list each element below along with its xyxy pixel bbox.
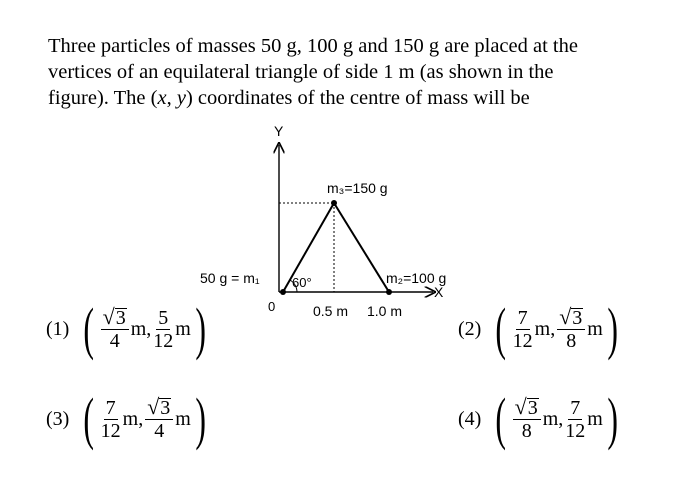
option-2-x-num: 7 — [517, 306, 528, 329]
sqrt-icon: √ — [102, 303, 115, 329]
option-3[interactable] — [46, 386, 210, 451]
option-4-x-num: 3 — [527, 396, 538, 419]
option-3-y-num: 3 — [160, 396, 171, 419]
option-1-y-unit: m — [175, 317, 191, 340]
option-4-y-den: 12 — [565, 419, 586, 442]
tick-one-label: 1.0 m — [367, 303, 403, 319]
option-4-x-den: 8 — [521, 419, 532, 442]
origin-label: 0 — [268, 299, 276, 314]
option-2-x-den: 12 — [512, 329, 533, 352]
option-2-x-fraction — [513, 307, 533, 352]
option-3-y-fraction — [145, 393, 173, 442]
left-paren: ( — [495, 296, 507, 361]
left-paren: ( — [83, 296, 95, 361]
left-paren: ( — [83, 386, 95, 451]
option-4-y-fraction — [565, 397, 585, 442]
option-3-number: (3) — [46, 407, 70, 430]
option-4-y-unit: m — [587, 407, 603, 430]
option-1-y-num: 5 — [158, 306, 169, 329]
option-1-x-den: 4 — [109, 329, 120, 352]
option-1-x-unit: m, — [130, 317, 152, 340]
option-1-y-fraction — [153, 307, 173, 352]
sqrt-icon: √ — [147, 393, 160, 419]
question-line-3: figure). The (x, y) coordinates of the centre of mass will be — [48, 87, 530, 109]
option-2-y-unit: m — [587, 317, 603, 340]
x-axis-label: X — [434, 284, 444, 300]
tick-half-label: 0.5 m — [313, 303, 349, 319]
m2-label: m₂=100 g — [386, 270, 447, 286]
option-2-number: (2) — [458, 317, 482, 340]
option-3-x-unit: m, — [122, 407, 144, 430]
option-2-y-num: 3 — [572, 306, 583, 329]
option-3-x-num: 7 — [105, 396, 116, 419]
option-3-y-den: 4 — [154, 419, 165, 442]
mass-m1 — [280, 289, 286, 295]
y-axis-label: Y — [274, 123, 284, 139]
mass-m2 — [386, 289, 392, 295]
option-1-x-num: 3 — [115, 306, 126, 329]
m1-label: 50 g = m₁ — [200, 270, 260, 286]
angle-label: 60° — [292, 275, 312, 290]
option-3-y-unit: m — [175, 407, 191, 430]
option-2[interactable] — [458, 296, 622, 361]
sqrt-icon: √ — [559, 303, 572, 329]
option-4-y-num: 7 — [570, 396, 581, 419]
question-line-2: vertices of an equilateral triangle of side 1 m (as shown in the — [48, 61, 554, 83]
option-4[interactable] — [458, 386, 622, 451]
option-2-y-den: 8 — [566, 329, 577, 352]
left-paren: ( — [495, 386, 507, 451]
option-3-x-den: 12 — [100, 419, 121, 442]
option-2-y-fraction — [557, 303, 585, 352]
option-3-x-fraction — [101, 397, 121, 442]
option-1-number: (1) — [46, 317, 70, 340]
option-4-number: (4) — [458, 407, 482, 430]
option-4-x-fraction — [513, 393, 541, 442]
right-paren: ) — [195, 296, 206, 361]
m3-label: m₃=150 g — [327, 180, 388, 196]
mass-m3 — [331, 200, 337, 206]
option-1-y-den: 12 — [153, 329, 174, 352]
right-paren: ) — [607, 296, 618, 361]
option-1-x-fraction — [101, 303, 129, 352]
option-2-x-unit: m, — [534, 317, 556, 340]
option-1[interactable] — [46, 296, 210, 361]
right-paren: ) — [607, 386, 618, 451]
sqrt-icon: √ — [514, 393, 527, 419]
option-4-x-unit: m, — [542, 407, 564, 430]
right-paren: ) — [195, 386, 206, 451]
question-line-1: Three particles of masses 50 g, 100 g and 150 g are placed at the — [48, 35, 578, 57]
triangle-side-right — [334, 203, 389, 292]
